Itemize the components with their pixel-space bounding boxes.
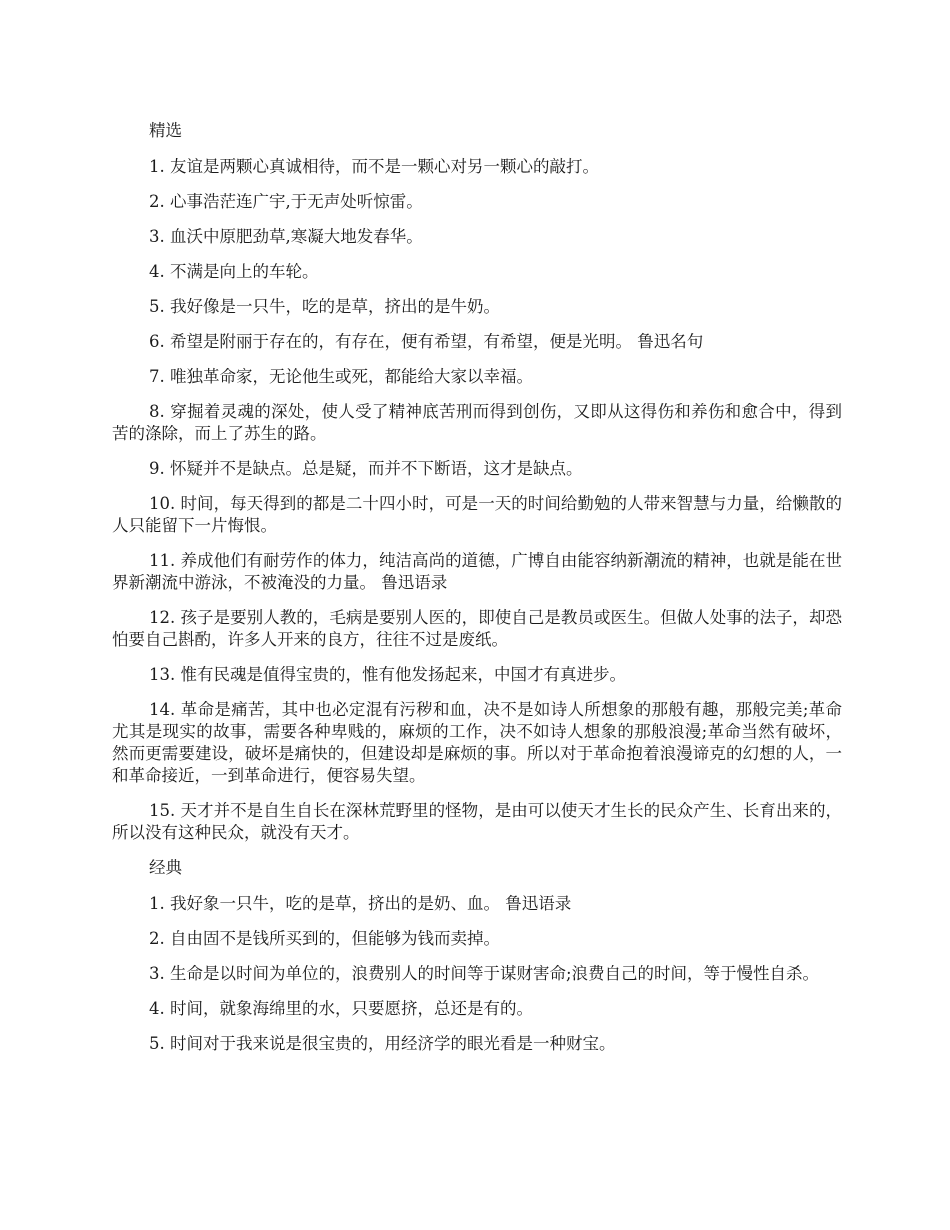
quote-item: 3. 生命是以时间为单位的，浪费别人的时间等于谋财害命;浪费自己的时间，等于慢性自杀。 — [149, 964, 820, 983]
quote-item: 7. 唯独革命家，无论他生或死，都能给大家以幸福。 — [149, 367, 533, 386]
quote-item: 13. 惟有民魂是值得宝贵的，惟有他发扬起来，中国才有真进步。 — [149, 665, 626, 684]
section-classic — [112, 857, 842, 1055]
quote-item: 15. 天才并不是自生自长在深林荒野里的怪物，是由可以使天才生长的民众产生、长育出来的，所以没有这种民众，就没有天才。 — [112, 801, 842, 842]
section-heading: 经典 — [149, 858, 182, 877]
quote-item: 5. 时间对于我来说是很宝贵的，用经济学的眼光看是一种财宝。 — [149, 1034, 616, 1053]
quote-item: 1. 我好象一只牛，吃的是草，挤出的是奶、血。 鲁迅语录 — [149, 894, 572, 913]
quote-item: 4. 不满是向上的车轮。 — [149, 262, 319, 281]
quote-item: 2. 心事浩茫连广宇,于无声处听惊雷。 — [149, 192, 423, 211]
quote-item: 11. 养成他们有耐劳作的体力，纯洁高尚的道德，广博自由能容纳新潮流的精神，也就是能在世界新潮流中游泳，不被淹没的力量。 鲁迅语录 — [112, 551, 842, 592]
quote-item: 8. 穿掘着灵魂的深处，使人受了精神底苦刑而得到创伤，又即从这得伤和养伤和愈合中，得到苦的涤除，而上了苏生的路。 — [112, 402, 842, 443]
quote-item: 10. 时间，每天得到的都是二十四小时，可是一天的时间给勤勉的人带来智慧与力量，给懒散的人只能留下一片悔恨。 — [112, 494, 842, 535]
quote-item: 12. 孩子是要别人教的，毛病是要别人医的，即使自己是教员或医生。但做人处事的法子，却恐怕要自己斟酌，许多人开来的良方，往往不过是废纸。 — [112, 608, 842, 649]
quote-item: 9. 怀疑并不是缺点。总是疑，而并不下断语，这才是缺点。 — [149, 459, 583, 478]
quote-item: 3. 血沃中原肥劲草,寒凝大地发春华。 — [149, 227, 423, 246]
quote-item: 6. 希望是附丽于存在的，有存在，便有希望，有希望，便是光明。 鲁迅名句 — [149, 332, 704, 351]
quote-item: 14. 革命是痛苦，其中也必定混有污秽和血，决不是如诗人所想象的那般有趣，那般完美;革命尤其是现实的故事，需要各种卑贱的，麻烦的工作，决不如诗人想象的那般浪漫;革命当然有破坏，然而更需要建设，破坏是痛快的，但建设却是麻烦的事。所以对于革命抱着浪漫谛克的幻想的人，一和革命接近，一到革命进行，便容易失望。 — [112, 700, 842, 785]
quote-item: 2. 自由固不是钱所买到的，但能够为钱而卖掉。 — [149, 929, 500, 948]
document-body — [112, 120, 842, 1068]
section-heading: 精选 — [149, 121, 182, 140]
quote-item: 5. 我好像是一只牛，吃的是草，挤出的是牛奶。 — [149, 297, 500, 316]
quote-item: 4. 时间，就象海绵里的水，只要愿挤，总还是有的。 — [149, 999, 533, 1018]
section-selected — [112, 120, 842, 844]
quote-item: 1. 友谊是两颗心真诚相待，而不是一颗心对另一颗心的敲打。 — [149, 157, 599, 176]
